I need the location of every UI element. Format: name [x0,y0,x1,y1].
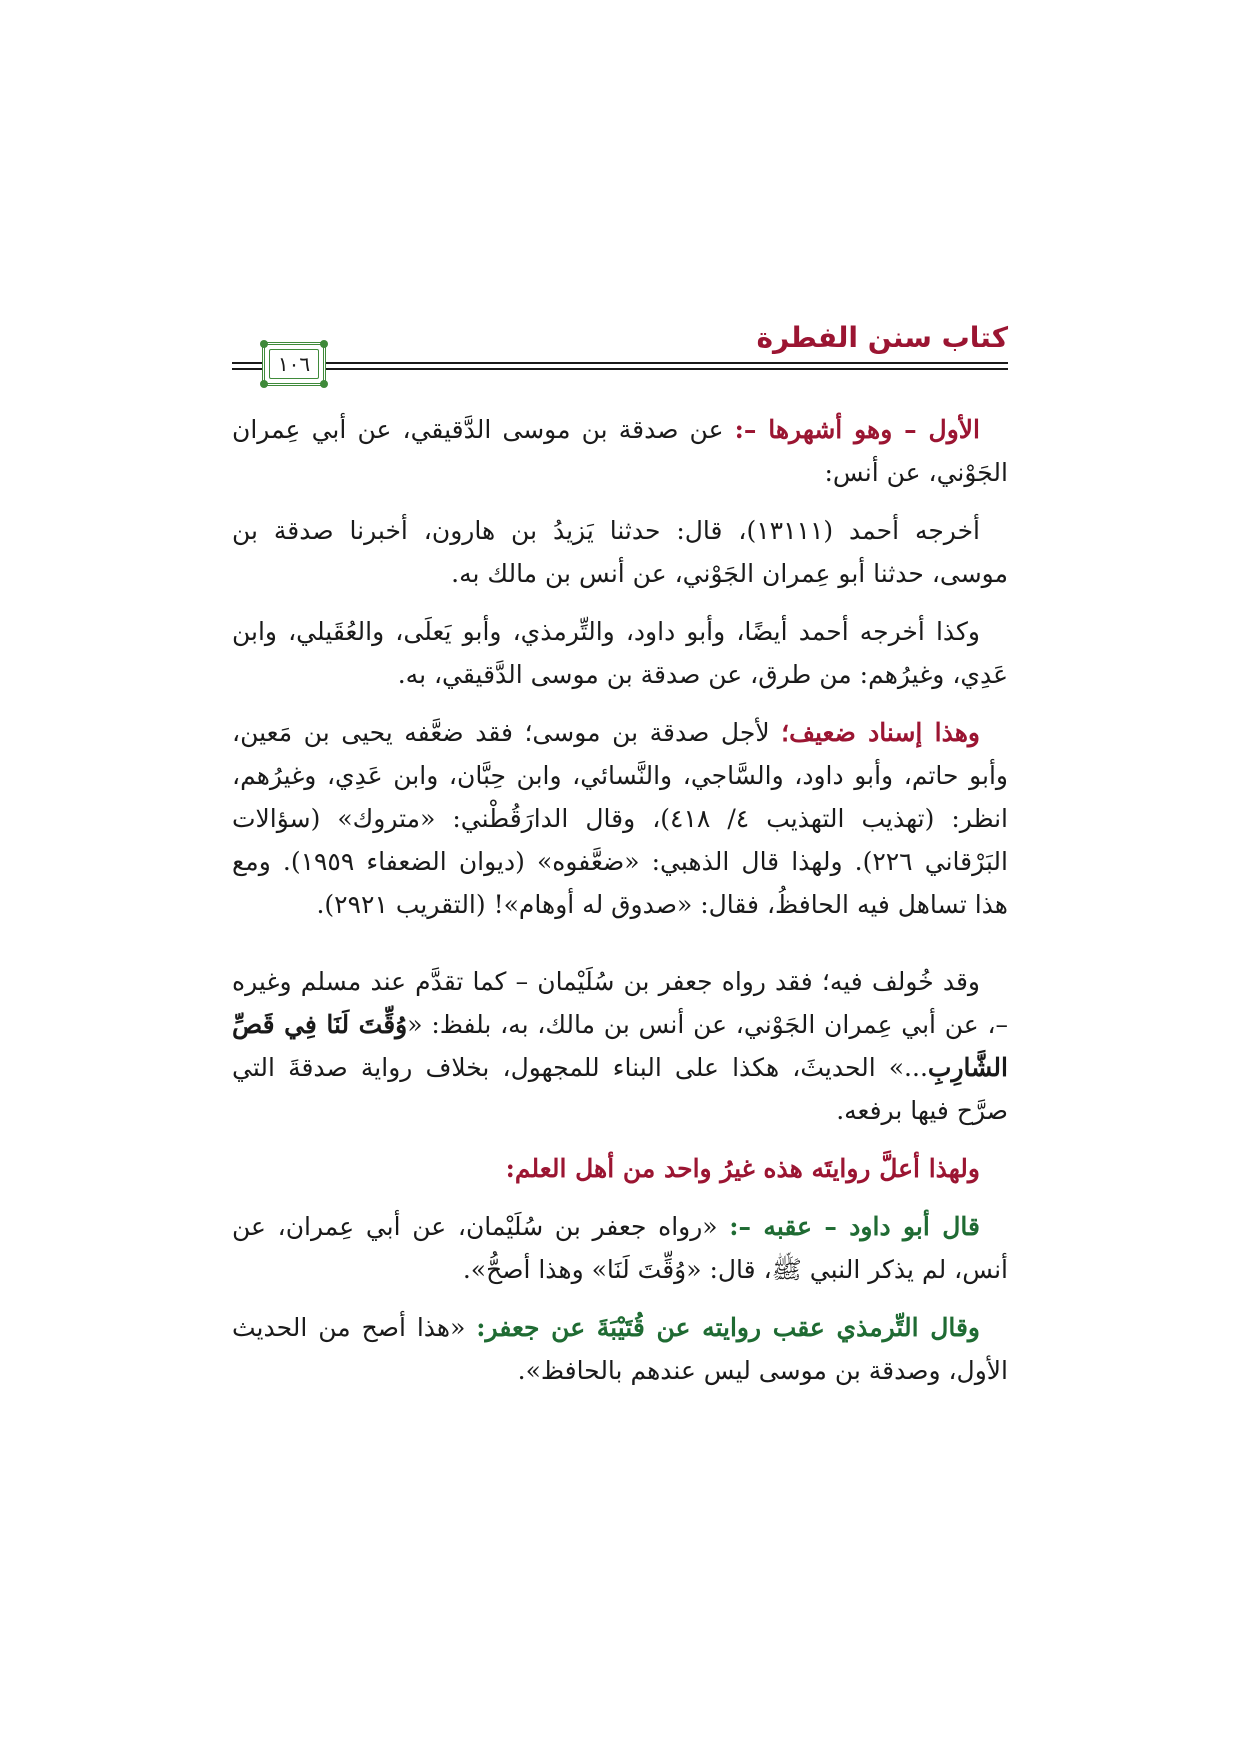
paragraph-scholars-heading [232,1147,1008,1190]
page-number: ١٠٦ [277,352,311,376]
paragraph-text: عن صدقة بن موسى الدَّقيقي، عن أبي عِمران الجَوْني، عن أنس: [232,415,1008,487]
section-heading: ولهذا أعلَّ روايتَه هذه غيرُ واحد من أهل العلم: [505,1154,980,1183]
paragraph-other-sources [232,610,1008,696]
hadith-quote: وُقِّتَ لَنَا فِي قَصِّ الشَّارِبِ [232,1010,1008,1082]
ornament-icon [260,380,268,388]
paragraph-first-route [232,408,1008,494]
paragraph-text: «رواه جعفر بن سُلَيْمان، عن أبي عِمران، عن أنس، لم يذكر النبي ﷺ، قال: «وُقِّتَ لَنَا» وهذا أصحُّ». [232,1212,1008,1284]
paragraph-lead: وهذا إسناد ضعيف؛ [781,718,980,747]
paragraph-abu-dawud [232,1205,1008,1291]
book-title: كتاب سنن الفطرة [756,321,1008,354]
ornament-icon [260,340,268,348]
header-rule-top [232,362,1008,364]
header-rule-bottom [232,368,1008,370]
ornament-icon [320,340,328,348]
paragraph-ahmad [232,509,1008,595]
paragraph-tirmidhi [232,1306,1008,1392]
paragraph-text: وكذا أخرجه أحمد أيضًا، وأبو داود، والتِّرمذي، وأبو يَعلَى، والعُقَيلي، وابن عَدِي، وغيرُهم: من طرق، عن صدقة بن موسى الدَّقيقي، به. [232,617,1008,689]
page-header [232,318,1008,388]
page-number-badge [262,342,326,386]
paragraph-isnad-weak [232,711,1008,926]
page-body [232,408,1008,1407]
paragraph-contradiction [232,960,1008,1132]
paragraph-text: «هذا أصح من الحديث الأول، وصدقة بن موسى ليس عندهم بالحافظ». [232,1313,1008,1385]
paragraph-text: وقد خُولف فيه؛ فقد رواه جعفر بن سُلَيْمان – كما تقدَّم عند مسلم وغيره –، عن أبي عِمران الجَوْني، عن أنس بن مالك، به، بلفظ: « [232,967,1009,1039]
ornament-icon [320,380,328,388]
paragraph-text: لأجل صدقة بن موسى؛ فقد ضعَّفه يحيى بن مَعين، وأبو حاتم، وأبو داود، والسَّاجي، والنَّسائي، وابن حِبَّان، وابن عَدِي، وغيرُهم، انظر: (تهذيب التهذيب ٤/ ٤١٨)، وقال الدارَقُطْني: «متروك» (سؤالات البَرْقاني ٢٢٦). ولهذا قال الذهبي: «ضعَّفوه» (ديوان الضعفاء ١٩٥٩). ومع هذا تساهل فيه الحافظُ، فقال: «صدوق له أوهام»! (التقريب ٢٩٢١). [232,718,1009,919]
paragraph-lead: الأول – وهو أشهرها –: [734,415,980,444]
paragraph-text: ...» الحديثَ، هكذا على البناء للمجهول، بخلاف رواية صدقةَ التي صرَّح فيها برفعه. [232,1053,1008,1125]
paragraph-lead: وقال التِّرمذي عقب روايته عن قُتَيْبَةَ عن جعفر: [476,1313,980,1342]
paragraph-text: أخرجه أحمد (١٣١١١)، قال: حدثنا يَزيدُ بن هارون، أخبرنا صدقة بن موسى، حدثنا أبو عِمران الجَوْني، عن أنس بن مالك به. [232,516,1008,588]
paragraph-lead: قال أبو داود – عقبه –: [729,1212,980,1241]
